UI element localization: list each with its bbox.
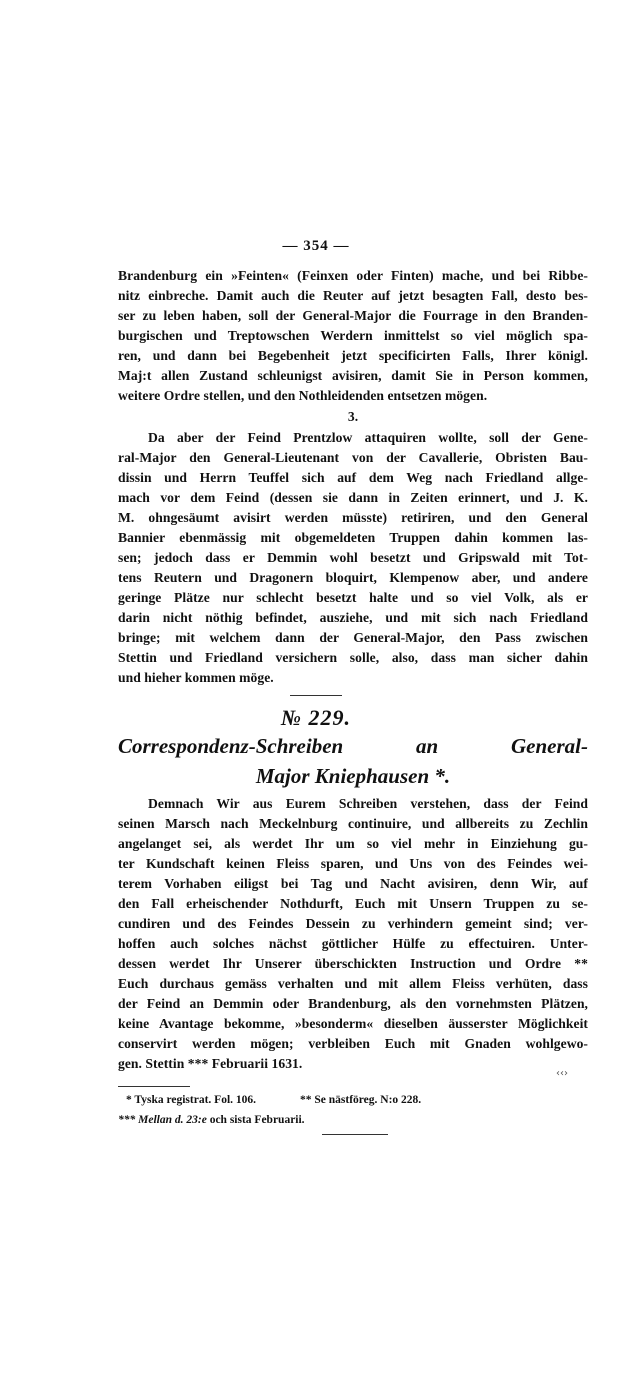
paragraph-2 xyxy=(118,428,588,688)
para-1-lines-line-4: burgischen und Treptowschen Werdern inmittelst so viel möglich spa- xyxy=(118,328,588,343)
para-2-lines-line-10: darin nicht nöthig befindet, ausziehe, und mit sich nach Friedland xyxy=(118,610,588,625)
page-number: — 354 — xyxy=(282,238,350,254)
para-2-lines-line-4: mach vor dem Feind (dessen sie dann in Zeiten erinnert, und J. K. xyxy=(118,490,588,505)
footnote-3 xyxy=(118,1110,588,1130)
para-2-lines-line-1: Da aber der Feind Prentzlow attaquiren wollte, soll der Gene- xyxy=(148,430,588,445)
margin-mark: ‹‹› xyxy=(556,1068,568,1079)
para-3-lines-line-3: angelanget sei, als werdet Ihr um so viel mehr in Einziehung gu- xyxy=(118,836,588,851)
para-2-lines-line-9: geringe Plätze nur schlecht besetzt halte und so viel Volk, als er xyxy=(118,590,588,605)
para-3-lines-line-7: cundiren und des Feindes Dessein zu verhindern gemeint sind; ver- xyxy=(118,916,588,931)
para-1-lines-line-6: Maj:t allen Zustand schleunigst avisiren, damit Sie in Person kommen, xyxy=(118,368,588,383)
para-2-lines-line-3: dissin und Herrn Teuffel sich auf dem Weg nach Friedland allge- xyxy=(118,470,588,485)
para-1-lines-line-2: nitz einbreche. Damit auch die Reuter auf jetzt besagten Fall, desto bes- xyxy=(118,288,588,303)
para-2-lines-line-2: ral-Major den General-Lieutenant von der Cavallerie, Obristen Bau- xyxy=(118,450,588,465)
footnote-2: ** Se nästföreg. N:o 228. xyxy=(300,1094,422,1106)
section-number: 3. xyxy=(347,409,359,424)
document-heading-line-2: Major Kniephausen *. xyxy=(255,764,451,788)
para-1-lines-line-5: ren, und dann bei Begebenheit jetzt specificirten Falls, Ihrer königl. xyxy=(118,348,588,363)
footnote-1: * Tyska registrat. Fol. 106. xyxy=(126,1094,257,1106)
document-number: № 229. xyxy=(280,705,352,730)
paragraph-1 xyxy=(118,266,588,406)
para-2-lines-line-13: und hieher kommen möge. xyxy=(118,670,274,685)
para-3-lines-line-5: terem Vorhaben eiligst bei Tag und Nacht avisiren, denn Wir, auf xyxy=(118,876,588,891)
para-3-lines-line-2: seinen Marsch nach Meckelnburg continuire, und allbereits zu Zechlin xyxy=(118,816,588,831)
paragraph-3 xyxy=(118,794,588,1074)
document-heading-line-1: Correspondenz-Schreiben an General- xyxy=(118,734,588,758)
para-3-lines-line-8: hoffen auch solches nächst göttlicher Hülfe zu effectuiren. Unter- xyxy=(118,936,588,951)
para-2-lines-line-5: M. ohngesäumt avisirt werden müsste) retiriren, und den General xyxy=(118,510,588,525)
footnote-3-suffix: och sista Februarii. xyxy=(209,1114,305,1126)
end-rule xyxy=(322,1134,388,1135)
para-3-lines-line-9: dessen werdet Ihr Unserer überschickten Instruction und Ordre ** xyxy=(118,956,588,971)
para-3-lines-line-14: gen. Stettin *** Februarii 1631. xyxy=(118,1056,303,1071)
para-1-lines-line-1: Brandenburg ein »Feinten« (Feinxen oder Finten) mache, und bei Ribbe- xyxy=(118,268,588,283)
para-3-lines-line-12: keine Avantage bekomme, »besonderm« dieselben äusserster Möglichkeit xyxy=(118,1016,588,1031)
main-text-column xyxy=(118,266,588,688)
para-3-lines-line-11: der Feind an Demmin oder Brandenburg, als den vornehmsten Plätzen, xyxy=(118,996,588,1011)
footnote-3-prefix: *** Mellan d. 23:e xyxy=(118,1114,207,1126)
section-divider xyxy=(290,695,342,696)
para-2-lines-line-12: Stettin und Friedland versichern solle, also, dass man sicher dahin xyxy=(118,650,588,665)
para-3-lines-line-10: Euch durchaus gemäss verhalten und mit allem Fleiss verhüten, dass xyxy=(118,976,588,991)
para-3-lines-line-4: ter Kundschaft keinen Fleiss sparen, und Uns von des Feindes wei- xyxy=(118,856,588,871)
para-2-lines-line-7: sen; jedoch dass er Demmin wohl besetzt und Gripswald mit Tot- xyxy=(118,550,588,565)
para-2-lines-line-6: Bannier ebenmässig mit obgemeldeten Truppen dahin kommen las- xyxy=(118,530,588,545)
para-3-lines-line-1: Demnach Wir aus Eurem Schreiben verstehen, dass der Feind xyxy=(148,796,588,811)
para-3-lines-line-13: conservirt werden mögen; verbleiben Euch mit Gnaden wohlgewo- xyxy=(118,1036,588,1051)
para-1-lines-line-7: weitere Ordre stellen, und den Nothleidenden entsetzen mögen. xyxy=(118,388,488,403)
footnote-rule xyxy=(118,1086,190,1087)
para-2-lines-line-11: bringe; mit welchem dann der General-Major, den Pass zwischen xyxy=(118,630,588,645)
para-2-lines-line-8: tens Reutern und Dragonern bloquirt, Klempenow aber, und andere xyxy=(118,570,588,585)
para-1-lines-line-3: ser zu leben haben, soll der General-Major die Fourrage in den Branden- xyxy=(118,308,588,323)
letter-text-column xyxy=(118,794,588,1074)
para-3-lines-line-6: den Fall erheischender Nothdurft, Euch mit Unsern Truppen zu se- xyxy=(118,896,588,911)
